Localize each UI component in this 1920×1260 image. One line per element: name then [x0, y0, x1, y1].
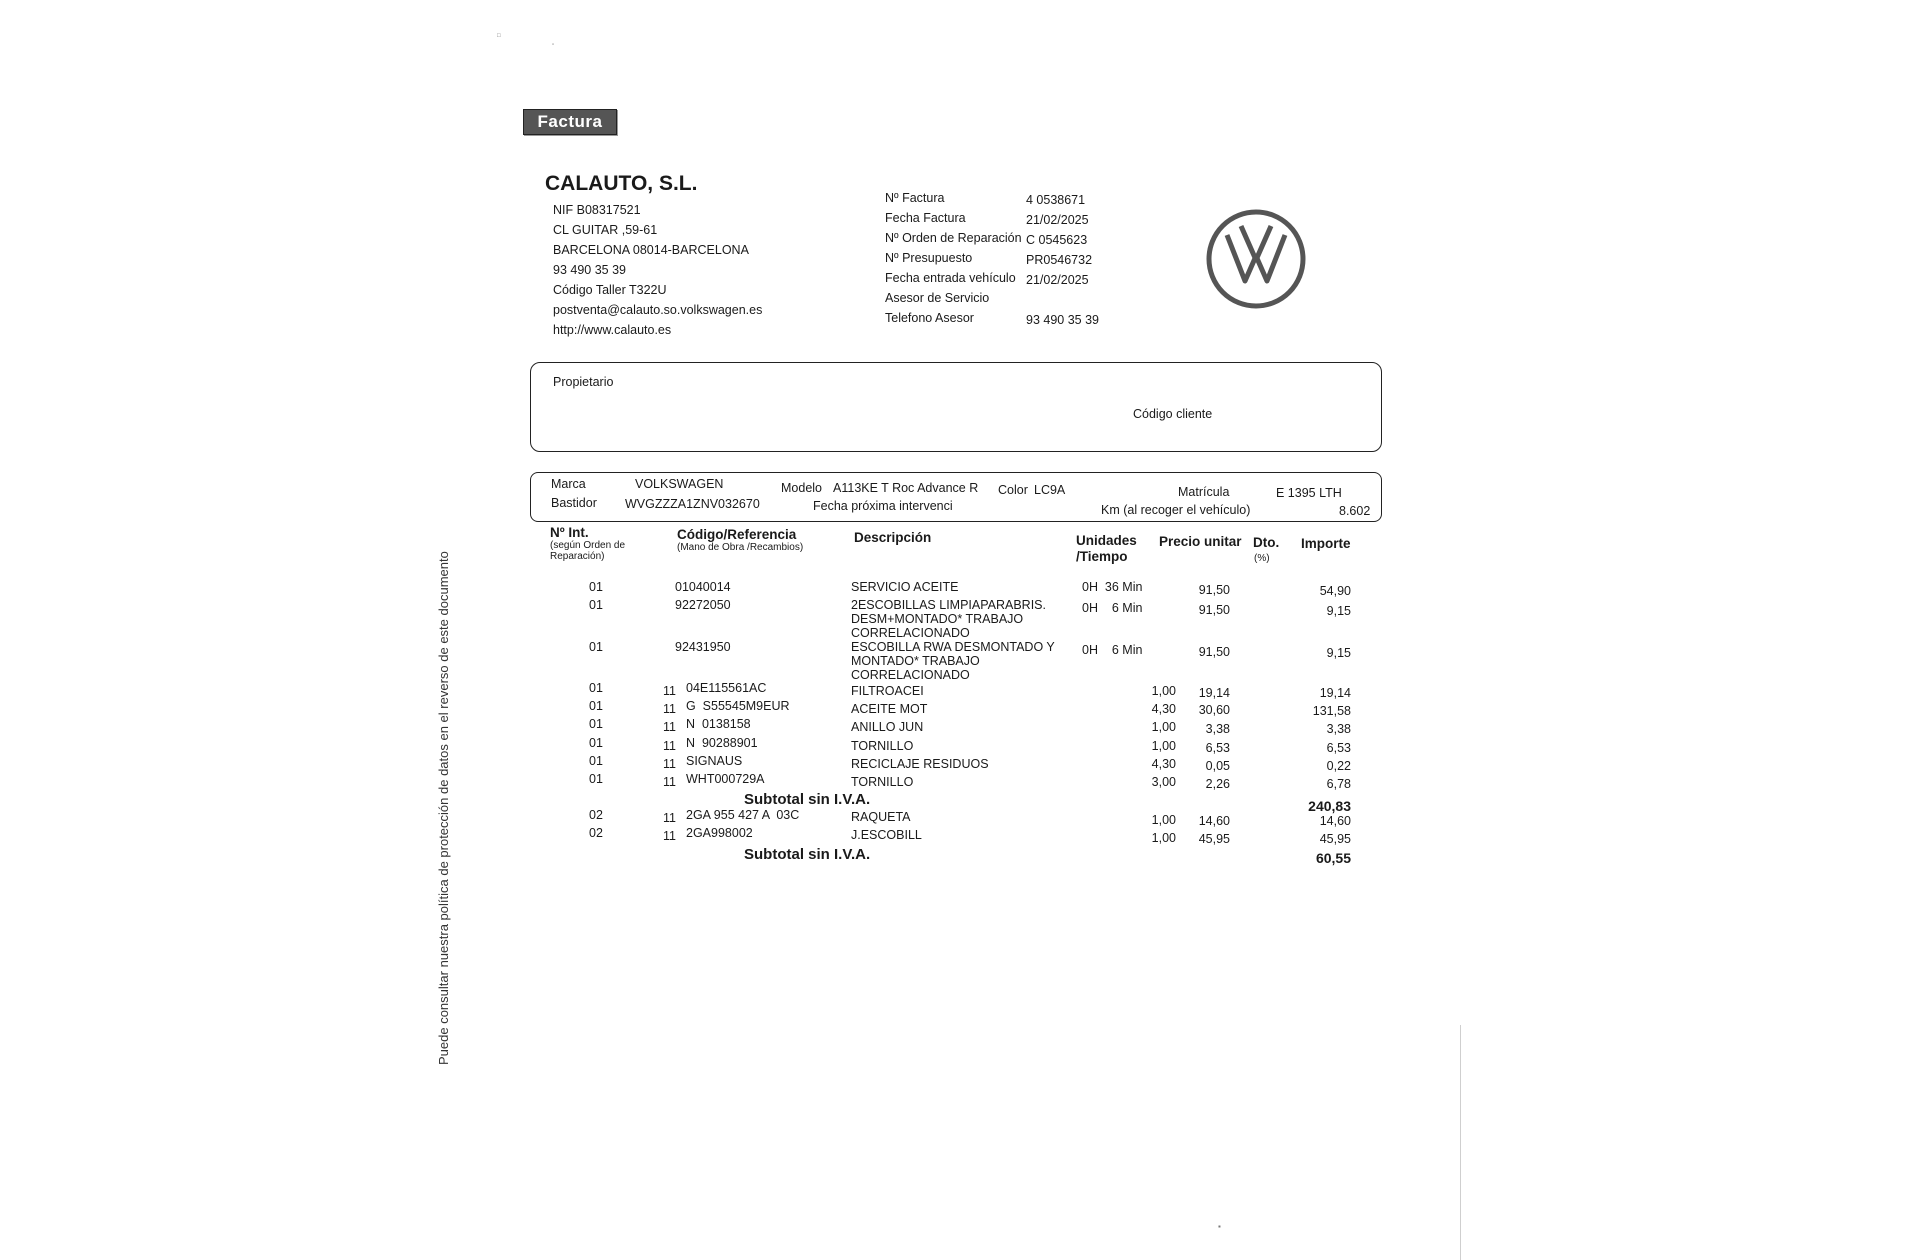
row-amount: 54,90: [1319, 584, 1351, 598]
company-phone: 93 490 35 39: [553, 263, 626, 277]
row-description: ANILLO JUN: [851, 720, 924, 734]
row-code: SIGNAUS: [686, 754, 743, 768]
company-nif: NIF B08317521: [553, 203, 641, 217]
vin-label: Bastidor: [551, 496, 597, 510]
data-protection-note: Puede consultar nuestra política de protección de datos en el reverso de este documento: [436, 551, 451, 1065]
row-price: 2,26: [1205, 777, 1230, 791]
header-discount-sub: (%): [1254, 553, 1270, 564]
meta-label-invoice-number: Nº Factura: [885, 191, 945, 205]
row-description: ESCOBILLA RWA DESMONTADO Y MONTADO* TRABAJO CORRELACIONADO: [851, 640, 1055, 682]
row-int: 02: [589, 808, 603, 822]
row-prefix: 11: [663, 757, 676, 771]
row-int: 01: [589, 717, 603, 731]
row-price: 14,60: [1198, 814, 1230, 828]
header-units: Unidades /Tiempo: [1076, 533, 1137, 564]
meta-value-invoice-number: 4 0538671: [1026, 193, 1086, 207]
company-city: BARCELONA 08014-BARCELONA: [553, 243, 749, 257]
row-code: 2GA 955 427 A 03C: [686, 808, 800, 822]
meta-label-invoice-date: Fecha Factura: [885, 211, 966, 225]
row-amount: 6,78: [1326, 777, 1351, 791]
row-description: RECICLAJE RESIDUOS: [851, 757, 989, 771]
row-price: 0,05: [1205, 759, 1230, 773]
row-code: 2GA998002: [686, 826, 753, 840]
plate-label: Matrícula: [1178, 485, 1230, 499]
row-price: 3,38: [1205, 722, 1230, 736]
row-code: 01040014: [675, 580, 731, 594]
subtotal-label: Subtotal sin I.V.A.: [744, 791, 871, 808]
row-price: 30,60: [1198, 703, 1230, 717]
row-units: 0H 6 Min: [1082, 643, 1143, 657]
row-int: 01: [589, 580, 603, 594]
row-int: 01: [589, 681, 603, 695]
company-address: CL GUITAR ,59-61: [553, 223, 658, 237]
row-price: 91,50: [1198, 645, 1230, 659]
row-code: WHT000729A: [686, 772, 765, 786]
row-units: 1,00: [1151, 684, 1176, 698]
table-body: [550, 0, 1370, 1260]
row-int: 01: [589, 699, 603, 713]
row-amount: 9,15: [1326, 604, 1351, 618]
header-int-number-sub: (según Orden de Reparación): [550, 540, 626, 562]
row-units: 4,30: [1151, 757, 1176, 771]
header-code-sub: (Mano de Obra /Recambios): [677, 542, 804, 553]
meta-label-advisor: Asesor de Servicio: [885, 291, 990, 305]
row-description: FILTROACEI: [851, 684, 924, 698]
company-name: CALAUTO, S.L.: [545, 172, 698, 195]
subtotal-value: 240,83: [1308, 798, 1351, 814]
row-code: 92431950: [675, 640, 731, 654]
row-units: 1,00: [1151, 813, 1176, 827]
model-value: A113KE T Roc Advance R: [833, 481, 979, 495]
row-units: 1,00: [1151, 831, 1176, 845]
row-code: 04E115561AC: [686, 681, 767, 695]
header-amount: Importe: [1301, 536, 1351, 551]
row-prefix: 11: [663, 720, 676, 734]
meta-label-estimate: Nº Presupuesto: [885, 251, 973, 265]
row-prefix: 11: [663, 702, 676, 716]
row-price: 19,14: [1198, 686, 1230, 700]
company-workshop-code: Código Taller T322U: [553, 283, 667, 297]
row-code: 92272050: [675, 598, 731, 612]
row-prefix: 11: [663, 811, 676, 825]
row-units: 1,00: [1151, 739, 1176, 753]
row-prefix: 11: [663, 684, 676, 698]
next-service-label: Fecha próxima intervenci: [813, 499, 953, 513]
row-units: 0H 36 Min: [1082, 580, 1143, 594]
row-description: J.ESCOBILL: [851, 828, 922, 842]
meta-label-repair-order: Nº Orden de Reparación: [885, 231, 1022, 245]
header-code: Código/Referencia: [677, 527, 797, 542]
header-discount: Dto.: [1253, 535, 1280, 550]
row-units: 3,00: [1151, 775, 1176, 789]
color-label: Color: [998, 483, 1028, 497]
row-code: N 90288901: [686, 736, 758, 750]
subtotal-label: Subtotal sin I.V.A.: [744, 846, 871, 863]
row-description: 2ESCOBILLAS LIMPIAPARABRIS. DESM+MONTADO* TRABAJO CORRELACIONADO: [851, 598, 1046, 640]
row-description: SERVICIO ACEITE: [851, 580, 959, 594]
color-value: LC9A: [1034, 483, 1066, 497]
row-amount: 45,95: [1319, 832, 1351, 846]
vin-value: WVGZZZA1ZNV032670: [625, 497, 760, 511]
row-amount: 6,53: [1326, 741, 1351, 755]
row-price: 6,53: [1205, 741, 1230, 755]
row-prefix: 11: [663, 829, 676, 843]
meta-value-entry-date: 21/02/2025: [1026, 273, 1089, 287]
company-website: http://www.calauto.es: [553, 323, 672, 337]
brand-label: Marca: [551, 477, 586, 491]
row-int: 01: [589, 772, 603, 786]
row-amount: 19,14: [1319, 686, 1351, 700]
row-description: RAQUETA: [851, 810, 911, 824]
meta-value-estimate: PR0546732: [1026, 253, 1093, 267]
row-units: 0H 6 Min: [1082, 601, 1143, 615]
row-int: 01: [589, 736, 603, 750]
row-prefix: 11: [663, 739, 676, 753]
row-description: TORNILLO: [851, 775, 914, 789]
header-unit-price: Precio unitar: [1159, 534, 1242, 549]
row-units: 1,00: [1151, 720, 1176, 734]
meta-value-advisor-phone: 93 490 35 39: [1026, 313, 1099, 327]
header-description: Descripción: [854, 530, 932, 545]
owner-label: Propietario: [553, 375, 614, 389]
plate-value: E 1395 LTH: [1276, 486, 1342, 500]
km-value: 8.602: [1339, 504, 1371, 518]
row-prefix: 11: [663, 775, 676, 789]
row-price: 45,95: [1198, 832, 1230, 846]
scan-mark: □: [497, 33, 501, 39]
row-code: G S55545M9EUR: [686, 699, 790, 713]
row-int: 01: [589, 598, 603, 612]
meta-label-advisor-phone: Telefono Asesor: [885, 311, 974, 325]
model-label: Modelo: [781, 481, 822, 495]
document-title-badge: Factura: [523, 109, 617, 135]
subtotal-value: 60,55: [1315, 850, 1351, 866]
meta-value-repair-order: C 0545623: [1026, 233, 1088, 247]
row-price: 91,50: [1198, 583, 1230, 597]
row-description: ACEITE MOT: [851, 702, 928, 716]
row-amount: 14,60: [1319, 814, 1351, 828]
brand-value: VOLKSWAGEN: [635, 477, 724, 491]
scan-mark: ▪: [1218, 1222, 1221, 1231]
scan-edge-line: [1460, 1025, 1461, 1260]
scan-mark: ▫: [552, 42, 555, 48]
row-int: 01: [589, 640, 603, 654]
row-int: 01: [589, 754, 603, 768]
header-int-number: Nº Int.: [550, 525, 589, 540]
meta-label-entry-date: Fecha entrada vehículo: [885, 271, 1016, 285]
row-amount: 9,15: [1326, 646, 1351, 660]
client-code-label: Código cliente: [1133, 407, 1213, 421]
row-amount: 3,38: [1326, 722, 1351, 736]
row-price: 91,50: [1198, 603, 1230, 617]
company-email: postventa@calauto.so.volkswagen.es: [553, 303, 763, 317]
km-label: Km (al recoger el vehículo): [1101, 503, 1251, 517]
row-amount: 0,22: [1326, 759, 1351, 773]
row-description: TORNILLO: [851, 739, 914, 753]
row-units: 4,30: [1151, 702, 1176, 716]
row-code: N 0138158: [686, 717, 751, 731]
meta-value-invoice-date: 21/02/2025: [1026, 213, 1089, 227]
row-int: 02: [589, 826, 603, 840]
row-amount: 131,58: [1312, 704, 1351, 718]
